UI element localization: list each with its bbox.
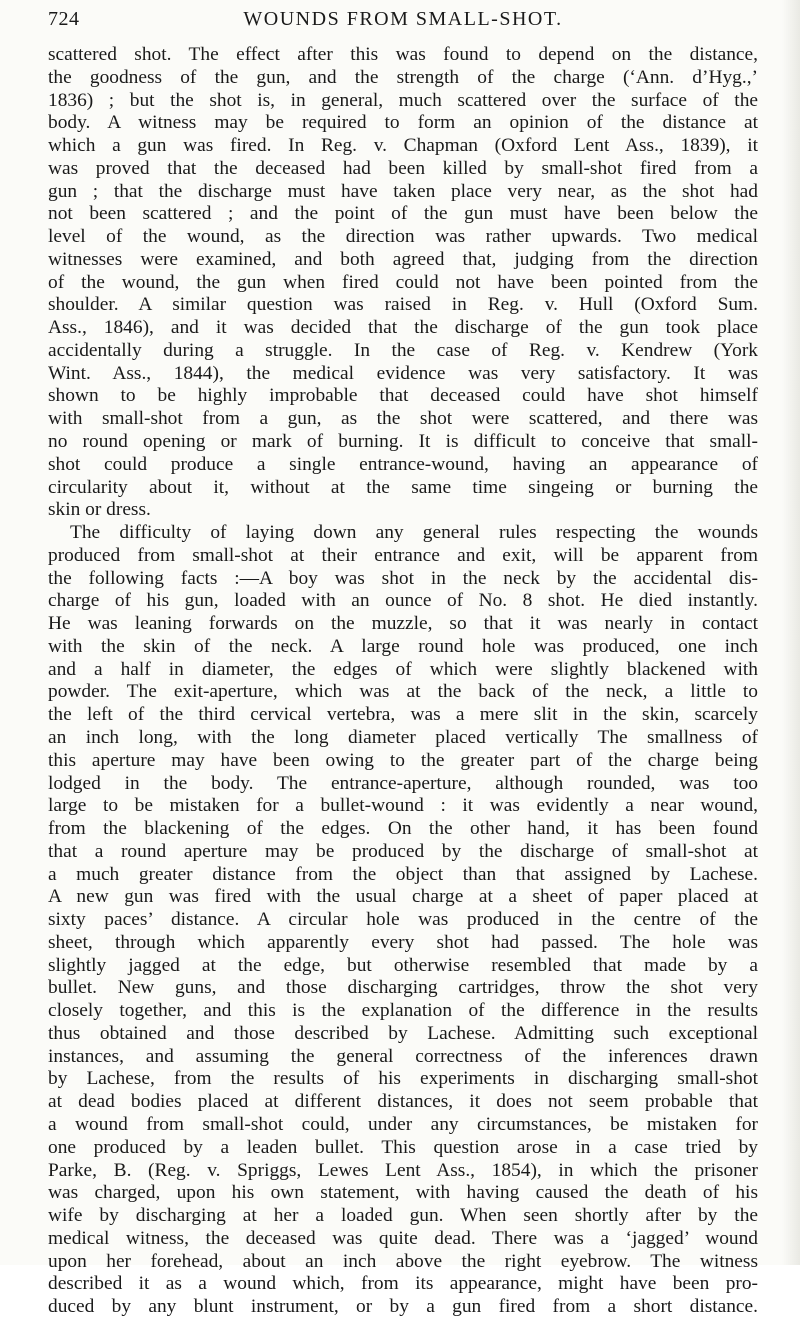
text-line: that a round aperture may be produced by the discharge of small-shot at	[48, 840, 758, 862]
text-line: shown to be highly improbable that deceased could have shot himself	[48, 385, 758, 407]
text-line: which a gun was fired. In Reg. v. Chapman (Oxford Lent Ass., 1839), it	[48, 135, 758, 157]
text-line: large to be mistaken for a bullet-wound : it was evidently a near wound,	[48, 795, 758, 817]
text-line: the goodness of the gun, and the strength of the charge (‘Ann. d’Hyg.,’	[48, 66, 758, 88]
text-line: not been scattered ; and the point of the gun must have been below the	[48, 203, 758, 225]
text-line: duced by any blunt instrument, or by a gun fired from a short distance.	[48, 1296, 758, 1318]
text-line: gun ; that the discharge must have taken place very near, as the shot had	[48, 180, 758, 202]
text-line: closely together, and this is the explanation of the difference in the results	[48, 1000, 758, 1022]
text-line: by Lachese, from the results of his experiments in discharging small-shot	[48, 1068, 758, 1090]
text-line: The difficulty of laying down any general rules respecting the wounds	[70, 522, 758, 544]
text-line: Ass., 1846), and it was decided that the discharge of the gun took place	[48, 317, 758, 339]
text-line: wife by discharging at her a loaded gun. When seen shortly after by the	[48, 1205, 758, 1227]
text-line: a wound from small-shot could, under any circumstances, be mistaken for	[48, 1113, 758, 1135]
text-line: the following facts :—A boy was shot in the neck by the accidental dis-	[48, 567, 758, 589]
text-line: an inch long, with the long diameter placed vertically The smallness of	[48, 726, 758, 748]
text-line: medical witness, the deceased was quite dead. There was a ‘jagged’ wound	[48, 1227, 758, 1249]
text-line: sheet, through which apparently every shot had passed. The hole was	[48, 931, 758, 953]
text-line: one produced by a leaden bullet. This question arose in a case tried by	[48, 1136, 758, 1158]
text-line: slightly jagged at the edge, but otherwise resembled that made by a	[48, 954, 758, 976]
text-line: bullet. New guns, and those discharging cartridges, throw the shot very	[48, 977, 758, 999]
text-line: level of the wound, as the direction was rather upwards. Two medical	[48, 226, 758, 248]
text-line: at dead bodies placed at different distances, it does not seem probable that	[48, 1091, 758, 1113]
text-line: was proved that the deceased had been killed by small-shot fired from a	[48, 157, 758, 179]
text-line: produced from small-shot at their entrance and exit, will be apparent from	[48, 544, 758, 566]
text-line: circularity about it, without at the same time singeing or burning the	[48, 476, 758, 498]
text-line: instances, and assuming the general correctness of the inferences drawn	[48, 1045, 758, 1067]
page-edge-shadow	[782, 0, 800, 1265]
text-line: witnesses were examined, and both agreed that, judging from the direction	[48, 248, 758, 270]
running-head	[48, 8, 758, 38]
text-line: scattered shot. The effect after this was found to depend on the distance,	[48, 44, 758, 65]
text-line: shot could produce a single entrance-wound, having an appearance of	[48, 453, 758, 475]
text-line: described it as a wound which, from its appearance, might have been pro-	[48, 1273, 758, 1295]
text-line: lodged in the body. The entrance-aperture, although rounded, was too	[48, 772, 758, 794]
text-line: from the blackening of the edges. On the other hand, it has been found	[48, 818, 758, 840]
text-line: A new gun was fired with the usual charge at a sheet of paper placed at	[48, 886, 758, 908]
text-line: a much greater distance from the object than that assigned by Lachese.	[48, 863, 758, 885]
text-line: Wint. Ass., 1844), the medical evidence was very satisfactory. It was	[48, 362, 758, 384]
text-line: this aperture may have been owing to the greater part of the charge being	[48, 749, 758, 771]
text-line: and a half in diameter, the edges of which were slightly blackened with	[48, 658, 758, 680]
text-line: no round opening or mark of burning. It is difficult to conceive that small-	[48, 431, 758, 453]
text-line: powder. The exit-aperture, which was at the back of the neck, a little to	[48, 681, 758, 703]
page-number: 724	[48, 8, 80, 30]
text-line: with small-shot from a gun, as the shot were scattered, and there was	[48, 408, 758, 430]
text-line: thus obtained and those described by Lachese. Admitting such exceptional	[48, 1022, 758, 1044]
text-line: 1836) ; but the shot is, in general, much scattered over the surface of the	[48, 89, 758, 111]
text-line: shoulder. A similar question was raised in Reg. v. Hull (Oxford Sum.	[48, 294, 758, 316]
text-line: skin or dress.	[48, 499, 151, 521]
body-text	[48, 44, 758, 1319]
text-line: He was leaning forwards on the muzzle, so that it was nearly in contact	[48, 613, 758, 635]
text-line: accidentally during a struggle. In the case of Reg. v. Kendrew (York	[48, 339, 758, 361]
text-line: Parke, B. (Reg. v. Spriggs, Lewes Lent Ass., 1854), in which the prisoner	[48, 1159, 758, 1181]
text-line: body. A witness may be required to form an opinion of the distance at	[48, 112, 758, 134]
text-line: with the skin of the neck. A large round hole was produced, one inch	[48, 635, 758, 657]
text-line: charge of his gun, loaded with an ounce of No. 8 shot. He died instantly.	[48, 590, 758, 612]
text-line: upon her forehead, about an inch above the right eyebrow. The witness	[48, 1250, 758, 1272]
text-line: of the wound, the gun when fired could not have been pointed from the	[48, 271, 758, 293]
text-line: the left of the third cervical vertebra, was a mere slit in the skin, scarcely	[48, 704, 758, 726]
running-head-title: WOUNDS FROM SMALL-SHOT.	[243, 8, 563, 30]
text-line: sixty paces’ distance. A circular hole was produced in the centre of the	[48, 909, 758, 931]
text-line: was charged, upon his own statement, with having caused the death of his	[48, 1182, 758, 1204]
